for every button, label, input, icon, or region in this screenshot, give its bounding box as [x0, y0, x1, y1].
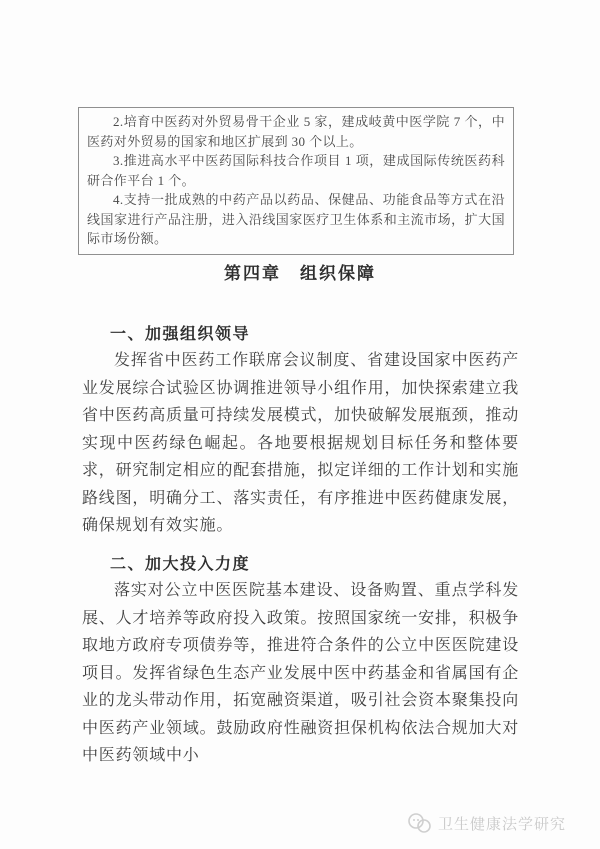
- watermark-label: 卫生健康法学研究: [437, 815, 566, 833]
- notice-item: 3.推进高水平中医药国际科技合作项目 1 项，建成国际传统医药科研合作平台 1 个。: [87, 153, 505, 188]
- notice-item: 4.支持一批成熟的中药产品以药品、保健品、功能食品等方式在沿线国家进行产品注册，进入沿线国家医疗卫生体系和主流市场，扩大国际市场份额。: [87, 192, 505, 246]
- section-body-2: 落实对公立中医医院基本建设、设备购置、重点学科发展、人才培养等政府投入政策。按照国家统一安排，积极争取地方政府专项债券等，推进符合条件的公立中医医院建设项目。发挥省绿色生态产业发展中医中药基金和省属国有企业的龙头带动作用，拓宽融资渠道，吸引社会资本聚集投向中医药产业领域。鼓励政府性融资担保机构依法合规加大对中医药领域中小: [82, 582, 519, 764]
- section-body-1: 发挥省中医药工作联席会议制度、省建设国家中医药产业发展综合试验区协调推进领导小组作用，加快探索建立我省中医药高质量可持续发展模式，加快破解发展瓶颈，推动实现中医药绿色崛起。各地要根据规划目标任务和整体要求，研究制定相应的配套措施，拟定详细的工作计划和实施路线图，明确分工、落实责任，有序推进中医药健康发展，确保规划有效实施。: [82, 352, 519, 534]
- notice-item: 2.培育中医药对外贸易骨干企业 5 家，建成岐黄中医学院 7 个，中医药对外贸易的国家和地区扩展到 30 个以上。: [87, 114, 505, 149]
- section-heading-1: 一、加强组织领导: [110, 326, 251, 343]
- chapter-title: 第四章 组织保障: [224, 264, 376, 283]
- section-heading-2: 二、加大投入力度: [110, 556, 251, 573]
- notice-box: [78, 107, 514, 255]
- watermark: [407, 812, 566, 834]
- mascot-logo-icon: [407, 812, 433, 834]
